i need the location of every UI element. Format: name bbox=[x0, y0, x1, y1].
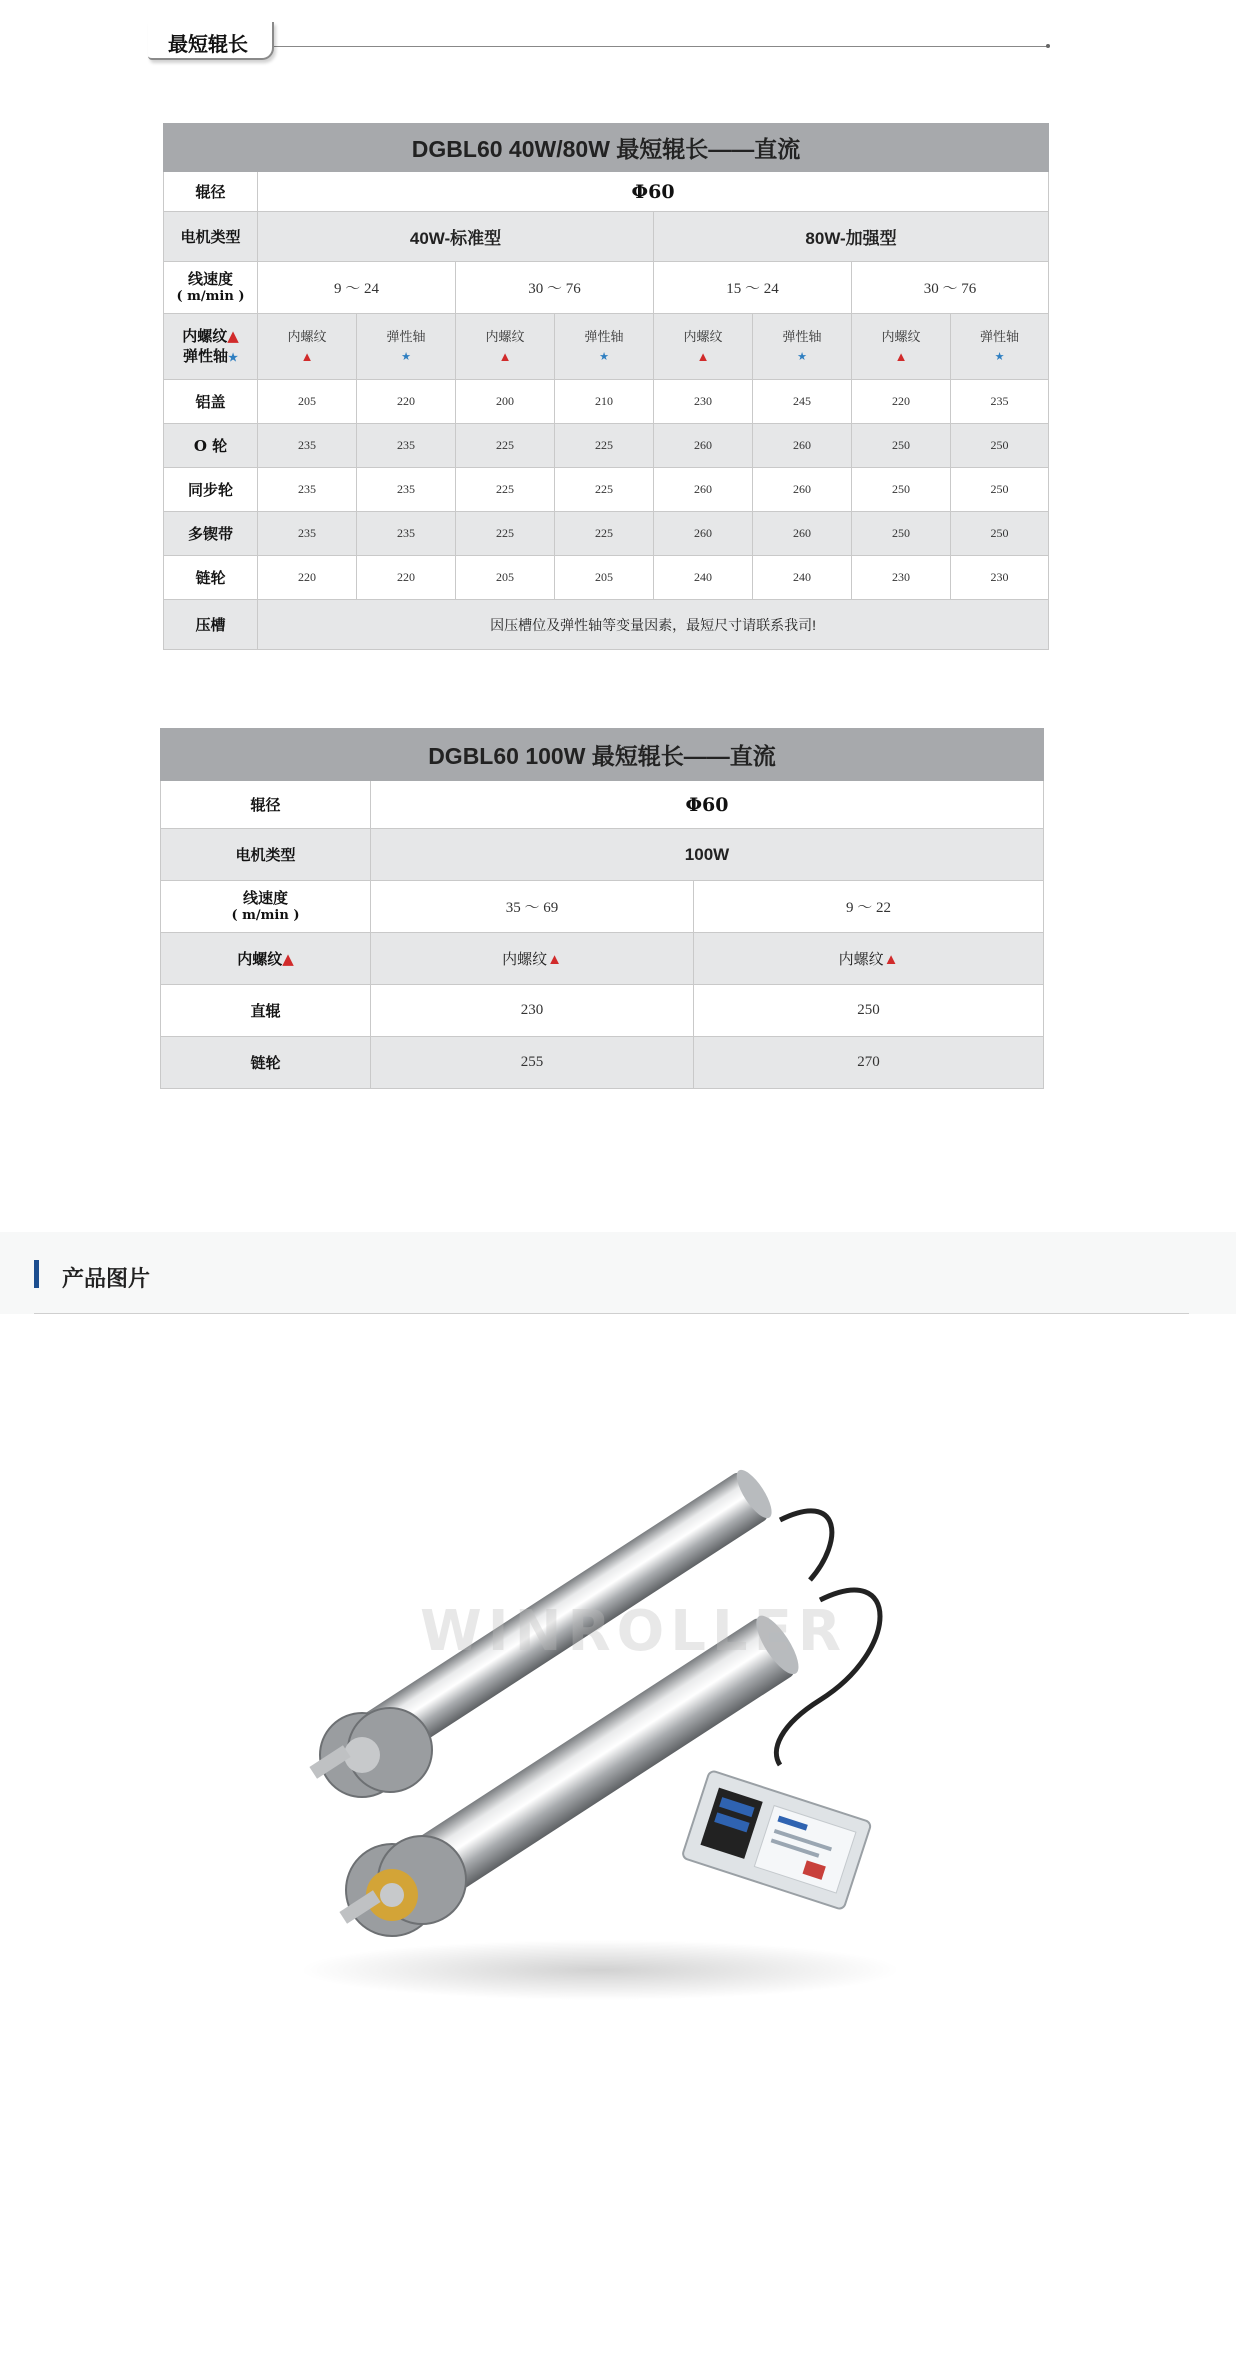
line-speed-value: 9 ～ 22 bbox=[694, 881, 1044, 933]
table2-data-rows bbox=[161, 985, 1044, 1089]
row-label-line-speed: 线速度 ( m/min ) bbox=[164, 262, 258, 314]
section-accent-bar bbox=[34, 1260, 39, 1288]
star-icon: ★ bbox=[797, 350, 807, 363]
product-images-header bbox=[0, 1232, 1236, 1314]
table-cell: 235 bbox=[357, 468, 456, 512]
table-cell: 250 bbox=[951, 424, 1049, 468]
tab-line-end bbox=[1046, 44, 1050, 48]
line-speed-value: 30 ～ 76 bbox=[852, 262, 1049, 314]
table1-title: DGBL60 40W/80W 最短辊长——直流 bbox=[164, 124, 1049, 172]
table-row bbox=[164, 424, 1049, 468]
star-icon: ★ bbox=[599, 350, 609, 363]
diameter-value: Φ60 bbox=[371, 781, 1044, 829]
shaft-type-cell: 弹性轴 ★ bbox=[357, 314, 456, 380]
table-cell: 235 bbox=[258, 512, 357, 556]
table-cell: 260 bbox=[654, 468, 753, 512]
table-cell: 225 bbox=[555, 424, 654, 468]
star-icon: ★ bbox=[401, 350, 411, 363]
row-label: 链轮 bbox=[161, 1037, 371, 1089]
triangle-icon: ▲ bbox=[883, 951, 899, 968]
table-row bbox=[161, 1037, 1044, 1089]
line-speed-value: 15 ～ 24 bbox=[654, 262, 852, 314]
product-photo bbox=[300, 1450, 940, 2010]
table-cell: 205 bbox=[456, 556, 555, 600]
table-cell: 225 bbox=[555, 468, 654, 512]
table2-title: DGBL60 100W 最短辊长——直流 bbox=[161, 729, 1044, 781]
table-cell: 260 bbox=[753, 468, 852, 512]
table-cell: 245 bbox=[753, 380, 852, 424]
table-cell: 225 bbox=[456, 512, 555, 556]
table-cell: 250 bbox=[951, 512, 1049, 556]
table-cell: 250 bbox=[694, 985, 1044, 1037]
motor-type-100w: 100W bbox=[371, 829, 1044, 881]
triangle-icon: ▲ bbox=[227, 326, 239, 345]
table-cell: 205 bbox=[555, 556, 654, 600]
section-divider bbox=[34, 1313, 1189, 1314]
thread-type-cell: 内螺纹 ▲ bbox=[654, 314, 753, 380]
table-cell: 225 bbox=[555, 512, 654, 556]
table-row bbox=[164, 468, 1049, 512]
line-speed-value: 35 ～ 69 bbox=[371, 881, 694, 933]
triangle-icon: ▲ bbox=[894, 348, 908, 364]
table-cell: 200 bbox=[456, 380, 555, 424]
triangle-icon: ▲ bbox=[498, 348, 512, 364]
row-label-motor-type: 电机类型 bbox=[161, 829, 371, 881]
row-label-motor-type: 电机类型 bbox=[164, 212, 258, 262]
table-cell: 230 bbox=[654, 380, 753, 424]
groove-note: 因压槽位及弹性轴等变量因素，最短尺寸请联系我司! bbox=[258, 600, 1049, 650]
row-label-diameter: 辊径 bbox=[161, 781, 371, 829]
row-label-groove: 压槽 bbox=[164, 600, 258, 650]
section-tab bbox=[148, 22, 274, 60]
thread-type-cell: 内螺纹 ▲ bbox=[456, 314, 555, 380]
watermark-text: WINROLLER bbox=[420, 1599, 847, 1664]
diameter-value: Φ60 bbox=[258, 172, 1049, 212]
shaft-type-cell: 弹性轴 ★ bbox=[951, 314, 1049, 380]
table-cell: 230 bbox=[951, 556, 1049, 600]
table-cell: 220 bbox=[852, 380, 951, 424]
table-cell: 230 bbox=[852, 556, 951, 600]
table-cell: 235 bbox=[258, 468, 357, 512]
thread-type-cell: 内螺纹▲ bbox=[371, 933, 694, 985]
shaft-type-cell: 弹性轴 ★ bbox=[753, 314, 852, 380]
table-cell: 205 bbox=[258, 380, 357, 424]
row-label: 铝盖 bbox=[164, 380, 258, 424]
table-cell: 260 bbox=[654, 424, 753, 468]
row-label: 同步轮 bbox=[164, 468, 258, 512]
table-cell: 240 bbox=[753, 556, 852, 600]
spec-table-100w bbox=[160, 728, 1044, 1089]
table-cell: 260 bbox=[753, 424, 852, 468]
table-row bbox=[161, 985, 1044, 1037]
motorized-roller-illustration bbox=[300, 1450, 940, 2010]
line-speed-value: 9 ～ 24 bbox=[258, 262, 456, 314]
table-row bbox=[164, 380, 1049, 424]
triangle-icon: ▲ bbox=[282, 950, 294, 968]
line-speed-value: 30 ～ 76 bbox=[456, 262, 654, 314]
table-cell: 250 bbox=[852, 468, 951, 512]
table-cell: 250 bbox=[852, 424, 951, 468]
row-label: 直辊 bbox=[161, 985, 371, 1037]
table-cell: 235 bbox=[951, 380, 1049, 424]
table-cell: 270 bbox=[694, 1037, 1044, 1089]
table-cell: 250 bbox=[951, 468, 1049, 512]
row-label-line-speed: 线速度 ( m/min ) bbox=[161, 881, 371, 933]
table-cell: 230 bbox=[371, 985, 694, 1037]
table1-data-rows bbox=[164, 380, 1049, 600]
section-tab-label: 最短辊长 bbox=[168, 34, 248, 56]
row-label: 多锲带 bbox=[164, 512, 258, 556]
star-icon: ★ bbox=[228, 350, 238, 364]
table-cell: 240 bbox=[654, 556, 753, 600]
table-cell: 255 bbox=[371, 1037, 694, 1089]
product-images-title: 产品图片 bbox=[62, 1266, 151, 1291]
triangle-icon: ▲ bbox=[300, 348, 314, 364]
spec-table-40w-80w bbox=[163, 123, 1049, 650]
triangle-icon: ▲ bbox=[696, 348, 710, 364]
thread-type-cell: 内螺纹 ▲ bbox=[258, 314, 357, 380]
shaft-type-cell: 弹性轴 ★ bbox=[555, 314, 654, 380]
row-label-diameter: 辊径 bbox=[164, 172, 258, 212]
table-cell: 260 bbox=[753, 512, 852, 556]
star-icon: ★ bbox=[994, 350, 1005, 363]
table-cell: 235 bbox=[258, 424, 357, 468]
table-cell: 235 bbox=[357, 512, 456, 556]
table-cell: 225 bbox=[456, 424, 555, 468]
row-label: O 轮 bbox=[164, 424, 258, 468]
triangle-icon: ▲ bbox=[547, 951, 562, 968]
table-row bbox=[164, 512, 1049, 556]
table-cell: 210 bbox=[555, 380, 654, 424]
table-row bbox=[164, 556, 1049, 600]
table1-groove-section bbox=[164, 600, 1049, 650]
table-cell: 260 bbox=[654, 512, 753, 556]
thread-type-cell: 内螺纹▲ bbox=[694, 933, 1044, 985]
table-cell: 220 bbox=[258, 556, 357, 600]
row-label-thread-shaft: 内螺纹▲ 弹性轴★ bbox=[164, 314, 258, 380]
table-cell: 220 bbox=[357, 556, 456, 600]
thread-type-cell: 内螺纹 ▲ bbox=[852, 314, 951, 380]
table-cell: 235 bbox=[357, 424, 456, 468]
tab-underline bbox=[266, 46, 1048, 47]
table-cell: 225 bbox=[456, 468, 555, 512]
row-label-thread: 内螺纹▲ bbox=[161, 933, 371, 985]
section-tab-header bbox=[148, 22, 1048, 62]
row-label: 链轮 bbox=[164, 556, 258, 600]
table-cell: 250 bbox=[852, 512, 951, 556]
motor-type-80w: 80W-加强型 bbox=[654, 212, 1049, 262]
table-cell: 220 bbox=[357, 380, 456, 424]
motor-type-40w: 40W-标准型 bbox=[258, 212, 654, 262]
